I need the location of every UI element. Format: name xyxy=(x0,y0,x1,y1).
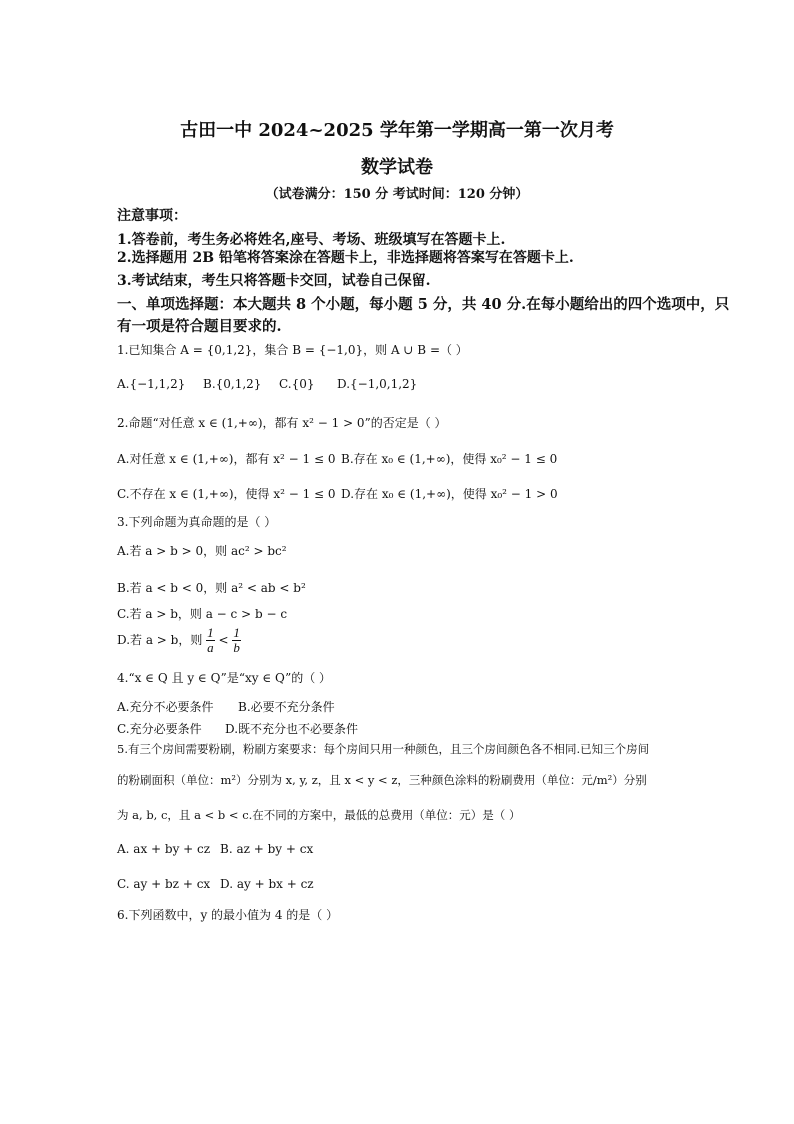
fraction-denominator: b xyxy=(233,640,240,655)
fraction-numerator: 1 xyxy=(233,625,240,640)
question-4-option-c: C.充分必要条件 xyxy=(117,722,202,736)
question-5-option-d: D. ay + bx + cz xyxy=(220,877,314,891)
section-heading: 一、单项选择题：本大题共 8 个小题，每小题 5 分，共 40 分.在每小题给出的四个选项中，只 xyxy=(117,296,730,313)
fraction-denominator: a xyxy=(207,640,214,655)
question-3-stem: 3.下列命题为真命题的是（ ） xyxy=(117,515,277,529)
question-1-option-c: C.{0} xyxy=(279,377,315,391)
exam-info: （试卷满分：150 分 考试时间：120 分钟） xyxy=(265,187,529,202)
question-5-stem-cont: 的粉刷面积（单位：m²）分别为 x, y, z，且 x < y < z，三种颜色涂料的粉刷费用（单位：元/m²）分别 xyxy=(117,773,647,787)
question-3-option-a: A.若 a > b > 0，则 ac² > bc² xyxy=(117,544,287,558)
question-5-option-b: B. az + by + cx xyxy=(220,842,314,856)
question-4-stem: 4.“x ∈ Q 且 y ∈ Q”是“xy ∈ Q”的（ ） xyxy=(117,671,332,685)
question-6-stem: 6.下列函数中，y 的最小值为 4 的是（ ） xyxy=(117,908,339,922)
question-5-stem: 5.有三个房间需要粉刷，粉刷方案要求：每个房间只用一种颜色，且三个房间颜色各不相同.已知三个房间 xyxy=(117,742,650,756)
option-d-text: D.若 a > b，则 xyxy=(117,633,203,647)
fraction xyxy=(206,626,215,655)
less-than: < xyxy=(218,633,229,647)
question-2-stem: 2.命题“对任意 x ∈ (1,+∞)，都有 x² − 1 > 0”的否定是（ ） xyxy=(117,416,447,430)
question-5-option-c: C. ay + bz + cx xyxy=(117,877,211,891)
question-1-option-b: B.{0,1,2} xyxy=(203,377,262,391)
question-1-option-a: A.{−1,1,2} xyxy=(117,377,186,391)
note-item: 2.选择题用 2B 铅笔将答案涂在答题卡上，非选择题将答案写在答题卡上. xyxy=(117,250,574,266)
question-5-stem-cont: 为 a, b, c，且 a < b < c.在不同的方案中，最低的总费用（单位：元）是（ ） xyxy=(117,808,521,822)
question-2-option-b: B.存在 x₀ ∈ (1,+∞)，使得 x₀² − 1 ≤ 0 xyxy=(341,452,558,466)
question-4-option-d: D.既不充分也不必要条件 xyxy=(225,722,359,736)
section-heading-cont: 有一项是符合题目要求的. xyxy=(117,318,282,335)
question-2-option-d: D.存在 x₀ ∈ (1,+∞)，使得 x₀² − 1 > 0 xyxy=(341,487,558,501)
question-2-option-a: A.对任意 x ∈ (1,+∞)，都有 x² − 1 ≤ 0 xyxy=(117,452,336,466)
question-5-option-a: A. ax + by + cz xyxy=(117,842,211,856)
notes-heading: 注意事项： xyxy=(117,208,187,224)
exam-title: 古田一中 2024~2025 学年第一学期高一第一次月考 xyxy=(180,120,614,141)
question-1-option-d: D.{−1,0,1,2} xyxy=(337,377,418,391)
question-3-option-d xyxy=(117,626,241,655)
exam-subtitle: 数学试卷 xyxy=(361,157,433,178)
question-4-option-b: B.必要不充分条件 xyxy=(238,700,335,714)
fraction xyxy=(232,626,241,655)
question-1-stem: 1.已知集合 A = {0,1,2}，集合 B = {−1,0}，则 A ∪ B =（ ） xyxy=(117,343,468,357)
question-2-option-c: C.不存在 x ∈ (1,+∞)，使得 x² − 1 ≤ 0 xyxy=(117,487,336,501)
question-3-option-c: C.若 a > b，则 a − c > b − c xyxy=(117,607,288,621)
question-4-option-a: A.充分不必要条件 xyxy=(117,700,214,714)
note-item: 3.考试结束，考生只将答题卡交回，试卷自己保留. xyxy=(117,273,431,289)
question-3-option-b: B.若 a < b < 0，则 a² < ab < b² xyxy=(117,581,306,595)
fraction-numerator: 1 xyxy=(207,625,214,640)
note-item: 1.答卷前，考生务必将姓名,座号、考场、班级填写在答题卡上. xyxy=(117,232,506,248)
